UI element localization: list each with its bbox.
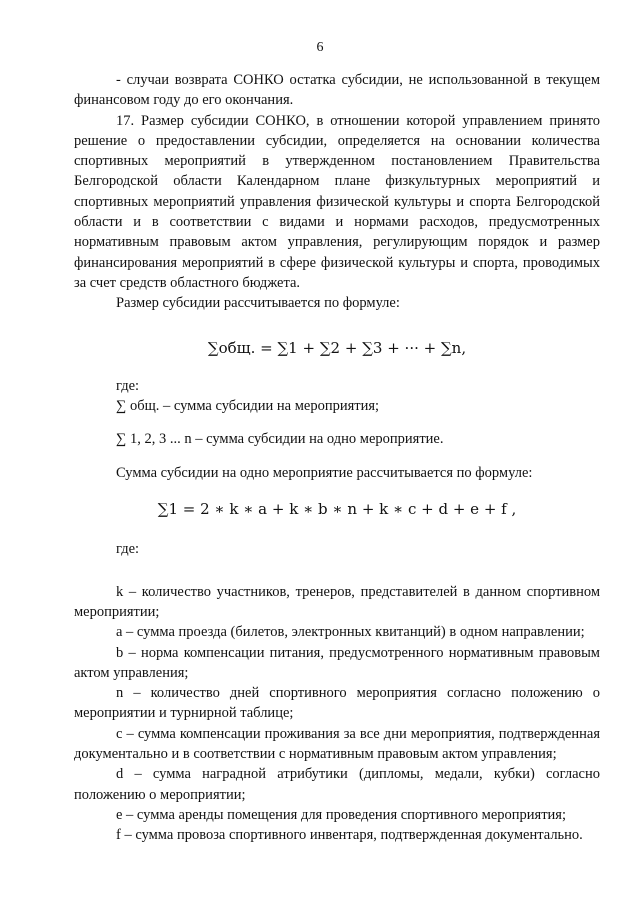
where-label-2: где: xyxy=(116,541,140,558)
definition-c: c – сумма компенсации проживания за все дни мероприятия, подтвержденная документально и в соответствии с нормативным правовым актом управления; xyxy=(74,725,600,763)
definition-b: b – норма компенсации питания, предусмотренного нормативным правовым актом управления; xyxy=(74,644,600,681)
paragraph-17: 17. Размер субсидии СОНКО, в отношении которой управлением принято решение о предоставлении субсидии, определяется на основании количества спортивных мероприятий в утвержденном постановлением Правительства Белгородской области Календарном плане физкультурных мероприятий и спортивных мероприятий управления физической культуры и спорта Белгородской области и в соответствии с видами и нормами расходов, предусмотренных нормативным правовым актом управления, регулирующим порядок и размер финансирования мероприятий в сфере физической культуры и спорта, проводимых за счет средств областного бюджета. xyxy=(74,112,600,291)
where-label-1: где: xyxy=(116,377,140,394)
definition-k: k – количество участников, тренеров, представителей в данном спортивном мероприятии; xyxy=(74,583,600,620)
page-number: 6 xyxy=(316,40,324,55)
definition-total-sum: ∑ общ. – сумма субсидии на мероприятия; xyxy=(116,398,380,415)
definition-f: f – сумма провоза спортивного инвентаря, подтвержденная документально. xyxy=(116,827,583,844)
definition-list xyxy=(74,582,600,846)
paragraph-formula-intro: Размер субсидии рассчитывается по формуле: xyxy=(116,295,400,312)
paragraph-event-formula-intro: Сумма субсидии на одно мероприятие рассчитывается по формуле: xyxy=(116,464,533,481)
paragraph-refund-case: - случаи возврата СОНКО остатка субсидии, не использованной в текущем финансовом году до его окончания. xyxy=(74,72,600,109)
formula-total: ∑общ. = ∑1 + ∑2 + ∑3 + ··· + ∑n, xyxy=(207,338,467,357)
definition-d: d – сумма наградной атрибутики (дипломы, медали, кубки) согласно положению о мероприятии; xyxy=(74,766,600,803)
definition-n: n – количество дней спортивного мероприятия согласно положению о мероприятии и турнирной таблице; xyxy=(74,685,600,722)
definition-a: a – сумма проезда (билетов, электронных квитанций) в одном направлении; xyxy=(116,624,585,641)
document-body xyxy=(74,70,600,846)
definition-event-sum: ∑ 1, 2, 3 ... n – сумма субсидии на одно мероприятие. xyxy=(116,431,444,448)
definition-e: e – сумма аренды помещения для проведения спортивного мероприятия; xyxy=(116,806,567,823)
formula-event: ∑1 = 2 ∗ k ∗ a + k ∗ b ∗ n + k ∗ c + d + e + f , xyxy=(157,500,517,519)
